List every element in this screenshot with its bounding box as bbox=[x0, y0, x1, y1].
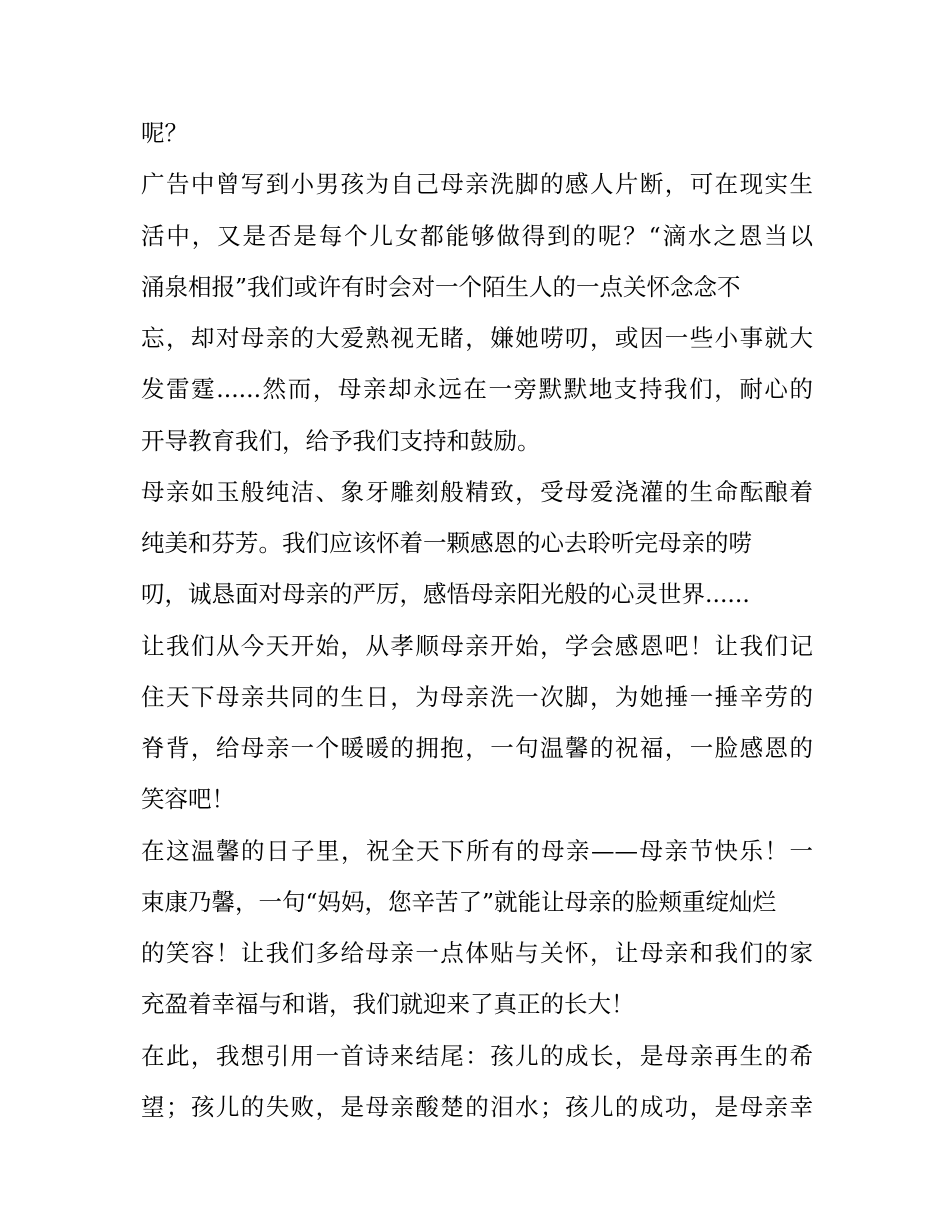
document-body bbox=[141, 108, 813, 1133]
text-line: 涌泉相报”我们或许有时会对一个陌生人的一点关怀念念不 bbox=[141, 272, 741, 301]
text-line: 脊背，给母亲一个暖暖的拥抱，一句温馨的祝福，一脸感恩的 bbox=[141, 734, 813, 762]
text-line: 活中，又是否是每个儿女都能够做得到的呢？“滴水之恩当以 bbox=[141, 221, 813, 250]
text-line: 在这温馨的日子里，祝全天下所有的母亲——母亲节快乐！一 bbox=[141, 836, 813, 865]
text-line: 束康乃馨，一句“妈妈，您辛苦了”就能让母亲的脸颊重绽灿烂 bbox=[141, 887, 777, 916]
text-line: 住天下母亲共同的生日，为母亲洗一次脚，为她捶一捶辛劳的 bbox=[141, 682, 813, 711]
text-line: 母亲如玉般纯洁、象牙雕刻般精致，受母爱浇灌的生命酝酿着 bbox=[141, 477, 813, 506]
text-line: 开导教育我们，给予我们支持和鼓励。 bbox=[141, 426, 541, 455]
text-line: 纯美和芬芳。我们应该怀着一颗感恩的心去聆听完母亲的唠 bbox=[141, 529, 752, 557]
text-line: 发雷霆......然而，母亲却永远在一旁默默地支持我们，耐心的 bbox=[141, 375, 813, 404]
text-line: 忘，却对母亲的大爱熟视无睹，嫌她唠叨，或因一些小事就大 bbox=[141, 324, 813, 352]
text-line: 呢？ bbox=[141, 119, 188, 147]
text-line: 叨，诚恳面对母亲的严厉，感悟母亲阳光般的心灵世界...... bbox=[141, 580, 750, 609]
text-line: 笑容吧！ bbox=[141, 785, 235, 814]
text-line: 充盈着幸福与和谐，我们就迎来了真正的长大！ bbox=[141, 990, 635, 1019]
text-line: 让我们从今天开始，从孝顺母亲开始，学会感恩吧！让我们记 bbox=[141, 631, 813, 660]
text-line: 广告中曾写到小男孩为自己母亲洗脚的感人片断，可在现实生 bbox=[141, 170, 813, 199]
text-line: 的笑容！让我们多给母亲一点体贴与关怀，让母亲和我们的家 bbox=[141, 939, 813, 967]
text-line: 在此，我想引用一首诗来结尾：孩儿的成长，是母亲再生的希 bbox=[141, 1041, 813, 1070]
text-line: 望；孩儿的失败，是母亲酸楚的泪水；孩儿的成功，是母亲幸 bbox=[141, 1092, 813, 1121]
